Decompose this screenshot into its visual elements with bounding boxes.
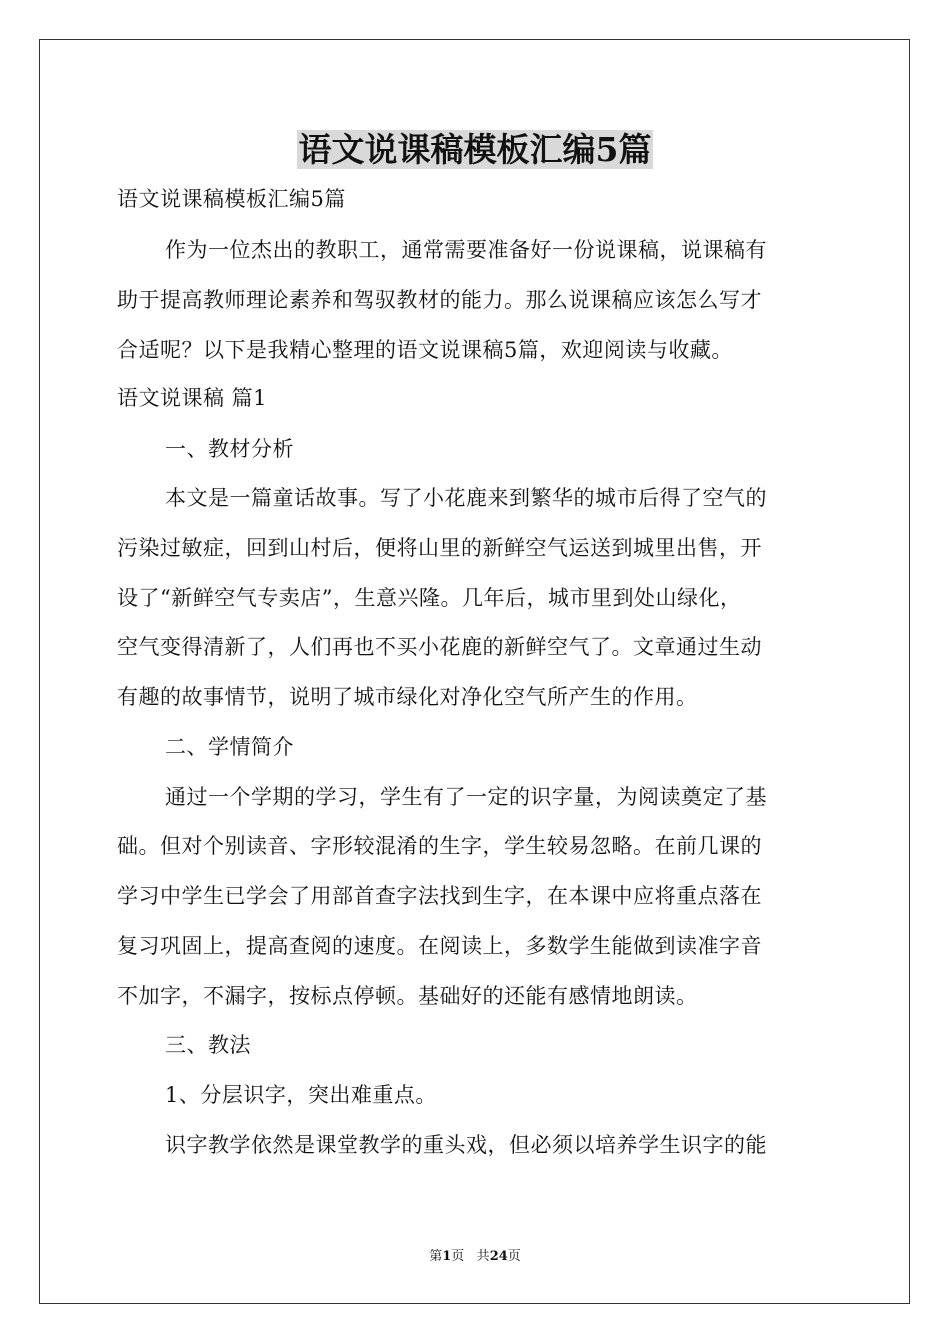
- total-pages: 24: [489, 1249, 508, 1264]
- paragraph-line: 不加字，不漏字，按标点停顿。基础好的还能有感情地朗读。: [117, 984, 698, 1008]
- total-suffix: 页: [507, 1249, 521, 1264]
- page-footer: [0, 1248, 950, 1266]
- paragraph-line: 污染过敏症，回到山村后，便将山里的新鲜空气运送到城里出售，开: [117, 536, 762, 560]
- subsection-heading: 三、教法: [165, 1033, 251, 1057]
- subsection-heading: 一、教材分析: [165, 437, 294, 461]
- paragraph-line: 通过一个学期的学习，学生有了一定的识字量，为阅读奠定了基: [165, 785, 767, 809]
- paragraph-line: 复习巩固上，提高查阅的速度。在阅读上，多数学生能做到读准字音: [117, 934, 762, 958]
- paragraph-line: 有趣的故事情节，说明了城市绿化对净化空气所产生的作用。: [117, 685, 698, 709]
- paragraph-line: 助于提高教师理论素养和驾驭教材的能力。那么说课稿应该怎么写才: [117, 288, 762, 312]
- paragraph-line: 合适呢？以下是我精心整理的语文说课稿5篇，欢迎阅读与收藏。: [117, 338, 733, 362]
- paragraph-line: 识字教学依然是课堂教学的重头戏，但必须以培养学生识字的能: [165, 1133, 767, 1157]
- page-number: 1: [442, 1249, 452, 1264]
- document-title-text: 语文说课稿模板汇编5篇: [298, 130, 652, 169]
- total-prefix: 共: [476, 1249, 490, 1264]
- page-prefix: 第: [429, 1249, 443, 1264]
- paragraph-line: 作为一位杰出的教职工，通常需要准备好一份说课稿，说课稿有: [165, 238, 767, 262]
- page-border: [39, 39, 910, 1304]
- paragraph-line: 学习中学生已学会了用部首查字法找到生字，在本课中应将重点落在: [117, 884, 762, 908]
- numbered-item: 1、分层识字，突出难重点。: [165, 1083, 437, 1107]
- paragraph-line: 础。但对个别读音、字形较混淆的生字，学生较易忽略。在前几课的: [117, 834, 762, 858]
- paragraph-line: 空气变得清新了，人们再也不买小花鹿的新鲜空气了。文章通过生动: [117, 635, 762, 659]
- paragraph-line: 设了“新鲜空气专卖店”，生意兴隆。几年后，城市里到处山绿化，: [117, 586, 742, 610]
- document-subtitle: 语文说课稿模板汇编5篇: [117, 187, 346, 211]
- section-heading: 语文说课稿 篇1: [117, 386, 268, 410]
- paragraph-line: 本文是一篇童话故事。写了小花鹿来到繁华的城市后得了空气的: [165, 486, 767, 510]
- page-suffix: 页: [451, 1249, 465, 1264]
- subsection-heading: 二、学情简介: [165, 735, 294, 759]
- document-title: [0, 128, 950, 172]
